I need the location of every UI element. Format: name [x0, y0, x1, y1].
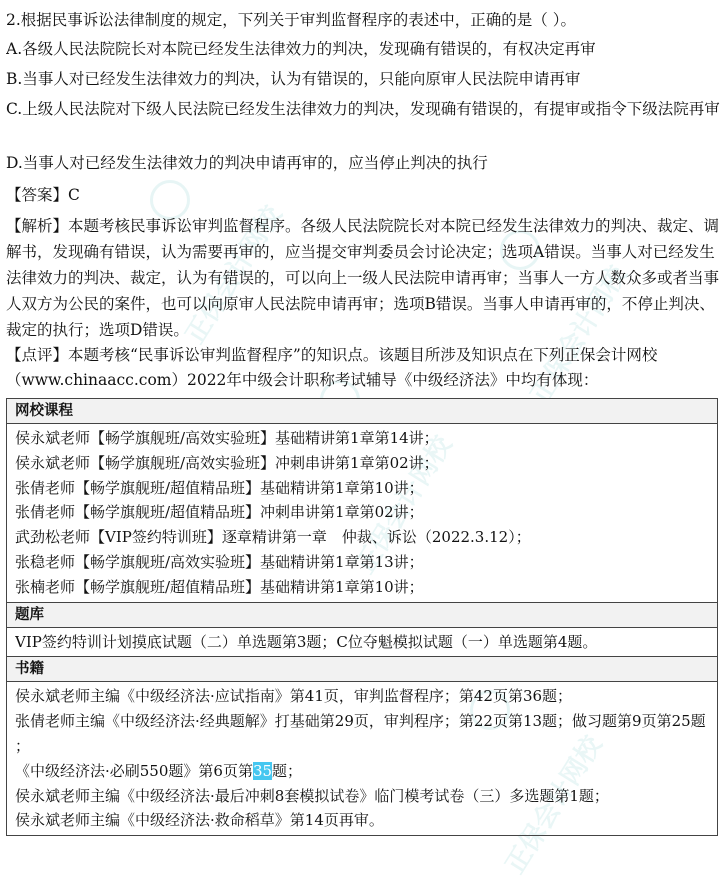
books-list [7, 682, 717, 835]
option-a: A.各级人民法院院长对本院已经发生法律效力的判决，发现确有错误的，有权决定再审 [6, 40, 596, 58]
course-item: 张楠老师【畅学旗舰班/超值精品班】基础精讲第1章第10讲； [15, 577, 424, 596]
watermark-text: 正保会计网校 [180, 200, 289, 350]
course-item: 张稳老师【畅学旗舰班/高效实验班】基础精讲第1章第13讲； [15, 552, 424, 571]
answer: 【答案】C [6, 186, 80, 204]
watermark-text: 正保会计网校 [500, 730, 609, 880]
option-b: B.当事人对已经发生法律效力的判决，认为有错误的，只能向原审人民法院申请再审 [6, 70, 581, 88]
course-item: 侯永斌老师【畅学旗舰班/高效实验班】基础精讲第1章第14讲； [15, 429, 439, 447]
book-item: 张倩老师主编《中级经济法·经典题解》打基础第29页，审判程序；第22页第13题；做习题第9页第25题 [15, 712, 706, 731]
analysis: 【解析】本题考核民事诉讼审判监督程序。各级人民法院院长对本院已经发生法律效力的判决、裁定、调解书，发现确有错误，认为需要再审的，应当提交审判委员会讨论决定；选项A错误。当事人对已经发生法律效力的判决、裁定，认为有错误的，可以向上一级人民法院申请再审；当事人一方人数众多或者当事人双方为公民的案件，也可以向原审人民法院申请再审；选项B错误。当事人申请再审的，不停止判决、裁定的执行；选项D错误。 [6, 217, 720, 339]
bank-header: 题库 [7, 603, 717, 628]
book-item [15, 759, 717, 784]
book-item-text: 题； [272, 761, 303, 780]
course-item: 武劲松老师【VIP签约特训班】逐章精讲第一章 仲裁、诉讼（2022.3.12）； [15, 528, 531, 547]
bank-list [7, 628, 717, 658]
option-d: D.当事人对已经发生法律效力的判决申请再审的，应当停止判决的执行 [6, 154, 488, 172]
book-item-continuation: ； [15, 736, 31, 755]
course-item: 张倩老师【畅学旗舰班/超值精品班】冲刺串讲第1章第02讲； [15, 503, 424, 522]
book-item: 侯永斌老师主编《中级经济法·应试指南》第41页，审判监督程序；第42页第36题； [15, 687, 573, 706]
watermark-text: 正保会计网校 [525, 260, 634, 410]
question-stem: 2.根据民事诉讼法律制度的规定，下列关于审判监督程序的表述中，正确的是（ ）。 [6, 11, 576, 29]
book-item-text: 《中级经济法·必刷550题》第6页第 [15, 761, 253, 780]
bank-item: VIP签约特训计划摸底试题（二）单选题第3题；C位夺魁模拟试题（一）单选题第4题。 [15, 632, 598, 651]
course-item: 侯永斌老师【畅学旗舰班/高效实验班】冲刺串讲第1章第02讲； [15, 453, 439, 472]
highlighted-text: 35 [252, 761, 273, 780]
option-c: C.上级人民法院对下级人民法院已经发生法律效力的判决，发现确有错误的，有提审或指令下级法院再审 [6, 100, 720, 118]
book-item: 侯永斌老师主编《中级经济法·救命稻草》第14页再审。 [15, 811, 384, 830]
books-header: 书籍 [7, 657, 717, 682]
book-item: 侯永斌老师主编《中级经济法·最后冲刺8套模拟试卷》临门模考试卷（三）多选题第1题； [15, 786, 609, 805]
watermark-text: 正保会计网校 [350, 430, 459, 580]
course-item: 张倩老师【畅学旗舰班/超值精品班】基础精讲第1章第10讲； [15, 478, 424, 497]
reference-table [6, 398, 718, 836]
courses-header: 网校课程 [7, 399, 717, 424]
comment: 【点评】本题考核“民事诉讼审判监督程序”的知识点。该题目所涉及知识点在下列正保会计网校（www.chinaacc.com）2022年中级会计职称考试辅导《中级经济法》中均有体现： [6, 346, 658, 389]
courses-list [7, 424, 717, 603]
